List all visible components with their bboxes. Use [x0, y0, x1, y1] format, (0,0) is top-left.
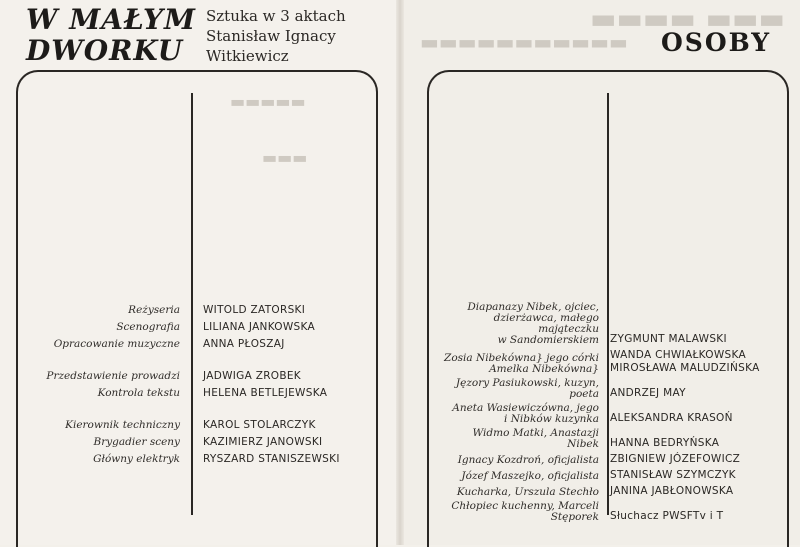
cast-actor: [610, 387, 686, 400]
staff-row: [40, 333, 370, 350]
show-through-text: ▬▬▬▬▬▬▬▬▬▬▬: [420, 30, 628, 54]
cast-role: [440, 378, 599, 400]
cast-actor: [610, 349, 760, 375]
cast-role-line: w Sandomierskiem: [497, 334, 599, 346]
staff-name: HELENA BETLEJEWSKA: [203, 387, 328, 399]
staff-name: KAZIMIERZ JANOWSKI: [203, 436, 323, 448]
cast-role-line: Zosia Nibekówna} jego córki: [444, 352, 599, 364]
staff-list: [40, 299, 370, 465]
cast-actor-line: ALEKSANDRA KRASOŃ: [610, 412, 733, 424]
cast-role: [440, 471, 599, 482]
cast-row: [440, 349, 790, 375]
cast-role-line: Diapanazy Nibek, ojciec,: [467, 301, 599, 313]
staff-row: [40, 448, 370, 465]
cast-role: [440, 487, 599, 498]
show-through-text: ▬▬▬: [262, 148, 308, 167]
staff-role: Brygadier sceny: [93, 436, 180, 448]
cast-role-line: Widmo Matki, Anastazji Nibek: [472, 427, 599, 450]
subtitle-line: Witkiewicz: [206, 47, 289, 65]
cast-role-line: Chłopiec kuchenny, Marceli: [451, 500, 599, 512]
staff-role: Scenografia: [116, 321, 180, 333]
play-subtitle: [206, 6, 346, 66]
staff-role: Kierownik techniczny: [65, 419, 180, 431]
cast-role-line: Amelka Nibekówna}: [489, 363, 599, 375]
staff-row: [40, 382, 370, 399]
cast-role: [440, 501, 599, 523]
cast-role-line: Kucharka, Urszula Stechło: [456, 486, 599, 498]
cast-role: [440, 302, 599, 346]
cast-role-line: dzierżawca, małego mająteczku: [493, 312, 599, 335]
staff-row: [40, 316, 370, 333]
group-gap: [40, 350, 370, 365]
cast-actor-line: STANISŁAW SZYMCZYK: [610, 469, 736, 481]
staff-row: [40, 365, 370, 382]
cast-row: [440, 453, 790, 466]
subtitle-line: Stanisław Ignacy: [206, 27, 336, 45]
title-line: DWORKU: [26, 34, 184, 67]
cast-list: [440, 302, 790, 526]
staff-role: Przedstawienie prowadzi: [46, 370, 180, 382]
cast-row: [440, 469, 790, 482]
staff-name: RYSZARD STANISZEWSKI: [203, 453, 340, 465]
play-title: [26, 4, 196, 66]
cast-role-line: Stęporek: [550, 511, 599, 523]
staff-role: Reżyseria: [128, 304, 180, 316]
staff-name: ANNA PŁOSZAJ: [203, 338, 285, 350]
cast-row: [440, 428, 790, 450]
title-line: W MAŁYM: [26, 3, 196, 36]
staff-name: KAROL STOLARCZYK: [203, 419, 316, 431]
cast-actor-line: MIROSŁAWA MALUDZIŃSKA: [610, 362, 760, 374]
cast-actor: [610, 412, 733, 425]
cast-actor: [610, 453, 740, 466]
cast-actor: [610, 510, 723, 523]
cast-row: [440, 485, 790, 498]
cast-actor: [610, 333, 727, 346]
staff-name: JADWIGA ZROBEK: [203, 370, 301, 382]
subtitle-line: Sztuka w 3 aktach: [206, 7, 346, 25]
cast-role-line: Józef Maszejko, oficjalista: [461, 470, 599, 482]
cast-role-line: i Nibków kuzynka: [504, 413, 599, 425]
cast-actor: [610, 469, 736, 482]
cast-role-line: Ignacy Kozdroń, oficjalista: [457, 454, 599, 466]
staff-name: WITOLD ZATORSKI: [203, 304, 306, 316]
staff-role: Opracowanie muzyczne: [53, 338, 180, 350]
staff-row: [40, 431, 370, 448]
staff-name: LILIANA JANKOWSKA: [203, 321, 316, 333]
group-gap: [40, 399, 370, 414]
cast-role: [440, 455, 599, 466]
cast-role: [440, 353, 599, 375]
cast-actor-line: ZBIGNIEW JÓZEFOWICZ: [610, 453, 741, 465]
cast-role-line: poeta: [569, 388, 599, 400]
page-fold: [396, 0, 404, 545]
cast-heading: OSOBY: [661, 28, 772, 57]
cast-row: [440, 378, 790, 400]
staff-row: [40, 414, 370, 431]
cast-role: [440, 403, 599, 425]
cast-row: [440, 501, 790, 523]
staff-role: Główny elektryk: [93, 453, 180, 465]
cast-actor-line: Słuchacz PWSFTv i T: [610, 510, 724, 522]
cast-row: [440, 403, 790, 425]
cast-actor-line: ZYGMUNT MALAWSKI: [610, 333, 727, 345]
staff-role: Kontrola tekstu: [97, 387, 180, 399]
cast-actor: [610, 485, 733, 498]
cast-actor: [610, 437, 719, 450]
cast-actor-line: WANDA CHWIAŁKOWSKA: [610, 349, 746, 361]
cast-row: [440, 302, 790, 346]
show-through-text: ▬▬▬▬▬: [230, 92, 306, 111]
cast-actor-line: JANINA JABŁONOWSKA: [610, 485, 734, 497]
cast-role-line: Aneta Wasiewiczówna, jego: [452, 402, 599, 414]
show-through-text: ▬▬▬▬ ▬▬▬: [590, 2, 785, 35]
cast-actor-line: HANNA BEDRYŃSKA: [610, 437, 720, 449]
cast-actor-line: ANDRZEJ MAY: [610, 387, 686, 399]
cast-role-line: Jęzory Pasiukowski, kuzyn,: [455, 377, 599, 389]
staff-row: [40, 299, 370, 316]
cast-role: [440, 428, 599, 450]
